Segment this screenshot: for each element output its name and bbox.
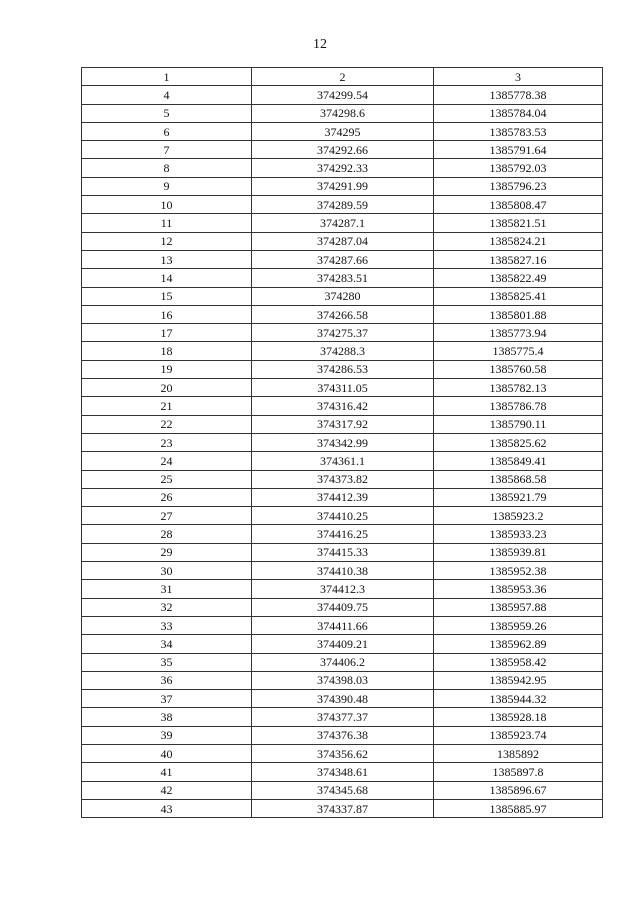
x-coordinate-cell: 374286.53 — [252, 360, 434, 378]
y-coordinate-cell: 1385923.74 — [434, 726, 603, 744]
x-coordinate-cell: 374289.59 — [252, 196, 434, 214]
table-row — [82, 562, 603, 580]
point-number-cell: 15 — [82, 287, 252, 305]
table-row — [82, 598, 603, 616]
y-coordinate-cell: 1385786.78 — [434, 397, 603, 415]
point-number-cell: 43 — [82, 799, 252, 817]
y-coordinate-cell: 1385959.26 — [434, 616, 603, 634]
table-row — [82, 452, 603, 470]
table-row — [82, 708, 603, 726]
x-coordinate-cell: 374361.1 — [252, 452, 434, 470]
point-number-cell: 14 — [82, 269, 252, 287]
header-cell-1: 1 — [82, 68, 252, 86]
y-coordinate-cell: 1385760.58 — [434, 360, 603, 378]
y-coordinate-cell: 1385783.53 — [434, 122, 603, 140]
point-number-cell: 36 — [82, 671, 252, 689]
x-coordinate-cell: 374266.58 — [252, 305, 434, 323]
x-coordinate-cell: 374299.54 — [252, 86, 434, 104]
y-coordinate-cell: 1385801.88 — [434, 305, 603, 323]
point-number-cell: 12 — [82, 232, 252, 250]
y-coordinate-cell: 1385849.41 — [434, 452, 603, 470]
table-row — [82, 397, 603, 415]
table-row — [82, 433, 603, 451]
point-number-cell: 5 — [82, 104, 252, 122]
x-coordinate-cell: 374292.33 — [252, 159, 434, 177]
point-number-cell: 7 — [82, 141, 252, 159]
table-row — [82, 287, 603, 305]
point-number-cell: 8 — [82, 159, 252, 177]
point-number-cell: 24 — [82, 452, 252, 470]
x-coordinate-cell: 374292.66 — [252, 141, 434, 159]
header-cell-3: 3 — [434, 68, 603, 86]
x-coordinate-cell: 374356.62 — [252, 744, 434, 762]
x-coordinate-cell: 374348.61 — [252, 763, 434, 781]
table-row — [82, 104, 603, 122]
y-coordinate-cell: 1385921.79 — [434, 488, 603, 506]
table-row — [82, 141, 603, 159]
point-number-cell: 31 — [82, 580, 252, 598]
table-row — [82, 744, 603, 762]
x-coordinate-cell: 374316.42 — [252, 397, 434, 415]
point-number-cell: 38 — [82, 708, 252, 726]
y-coordinate-cell: 1385868.58 — [434, 470, 603, 488]
x-coordinate-cell: 374291.99 — [252, 177, 434, 195]
point-number-cell: 21 — [82, 397, 252, 415]
x-coordinate-cell: 374275.37 — [252, 324, 434, 342]
x-coordinate-cell: 374287.66 — [252, 250, 434, 268]
table-row — [82, 653, 603, 671]
y-coordinate-cell: 1385827.16 — [434, 250, 603, 268]
point-number-cell: 19 — [82, 360, 252, 378]
point-number-cell: 32 — [82, 598, 252, 616]
x-coordinate-cell: 374345.68 — [252, 781, 434, 799]
x-coordinate-cell: 374415.33 — [252, 543, 434, 561]
table-row — [82, 360, 603, 378]
x-coordinate-cell: 374342.99 — [252, 433, 434, 451]
point-number-cell: 4 — [82, 86, 252, 104]
y-coordinate-cell: 1385792.03 — [434, 159, 603, 177]
table-row — [82, 177, 603, 195]
y-coordinate-cell: 1385923.2 — [434, 507, 603, 525]
table-row — [82, 690, 603, 708]
table-body — [82, 86, 603, 818]
table-row — [82, 342, 603, 360]
x-coordinate-cell: 374412.3 — [252, 580, 434, 598]
point-number-cell: 33 — [82, 616, 252, 634]
point-number-cell: 27 — [82, 507, 252, 525]
y-coordinate-cell: 1385825.62 — [434, 433, 603, 451]
x-coordinate-cell: 374390.48 — [252, 690, 434, 708]
y-coordinate-cell: 1385824.21 — [434, 232, 603, 250]
y-coordinate-cell: 1385773.94 — [434, 324, 603, 342]
y-coordinate-cell: 1385962.89 — [434, 635, 603, 653]
y-coordinate-cell: 1385952.38 — [434, 562, 603, 580]
point-number-cell: 9 — [82, 177, 252, 195]
point-number-cell: 30 — [82, 562, 252, 580]
y-coordinate-cell: 1385822.49 — [434, 269, 603, 287]
x-coordinate-cell: 374412.39 — [252, 488, 434, 506]
x-coordinate-cell: 374373.82 — [252, 470, 434, 488]
point-number-cell: 13 — [82, 250, 252, 268]
table-row — [82, 525, 603, 543]
table-row — [82, 671, 603, 689]
point-number-cell: 41 — [82, 763, 252, 781]
y-coordinate-cell: 1385942.95 — [434, 671, 603, 689]
x-coordinate-cell: 374317.92 — [252, 415, 434, 433]
point-number-cell: 37 — [82, 690, 252, 708]
point-number-cell: 26 — [82, 488, 252, 506]
point-number-cell: 35 — [82, 653, 252, 671]
x-coordinate-cell: 374398.03 — [252, 671, 434, 689]
y-coordinate-cell: 1385775.4 — [434, 342, 603, 360]
table-row — [82, 799, 603, 817]
y-coordinate-cell: 1385928.18 — [434, 708, 603, 726]
y-coordinate-cell: 1385796.23 — [434, 177, 603, 195]
table-row — [82, 470, 603, 488]
x-coordinate-cell: 374298.6 — [252, 104, 434, 122]
y-coordinate-cell: 1385953.36 — [434, 580, 603, 598]
table-row — [82, 324, 603, 342]
table-row — [82, 543, 603, 561]
point-number-cell: 34 — [82, 635, 252, 653]
y-coordinate-cell: 1385897.8 — [434, 763, 603, 781]
header-cell-2: 2 — [252, 68, 434, 86]
table-row — [82, 196, 603, 214]
y-coordinate-cell: 1385933.23 — [434, 525, 603, 543]
point-number-cell: 6 — [82, 122, 252, 140]
table-row — [82, 269, 603, 287]
table-row — [82, 122, 603, 140]
y-coordinate-cell: 1385825.41 — [434, 287, 603, 305]
point-number-cell: 25 — [82, 470, 252, 488]
x-coordinate-cell: 374311.05 — [252, 379, 434, 397]
x-coordinate-cell: 374287.04 — [252, 232, 434, 250]
table-row — [82, 507, 603, 525]
y-coordinate-cell: 1385885.97 — [434, 799, 603, 817]
header-row — [82, 68, 603, 86]
x-coordinate-cell: 374337.87 — [252, 799, 434, 817]
point-number-cell: 40 — [82, 744, 252, 762]
x-coordinate-cell: 374411.66 — [252, 616, 434, 634]
table-header — [82, 68, 603, 86]
table-row — [82, 635, 603, 653]
table-row — [82, 159, 603, 177]
y-coordinate-cell: 1385791.64 — [434, 141, 603, 159]
point-number-cell: 10 — [82, 196, 252, 214]
x-coordinate-cell: 374287.1 — [252, 214, 434, 232]
point-number-cell: 11 — [82, 214, 252, 232]
point-number-cell: 22 — [82, 415, 252, 433]
y-coordinate-cell: 1385957.88 — [434, 598, 603, 616]
x-coordinate-cell: 374410.38 — [252, 562, 434, 580]
point-number-cell: 18 — [82, 342, 252, 360]
table-row — [82, 763, 603, 781]
point-number-cell: 16 — [82, 305, 252, 323]
x-coordinate-cell: 374288.3 — [252, 342, 434, 360]
page-number: 12 — [313, 37, 327, 52]
table-row — [82, 250, 603, 268]
table-row — [82, 616, 603, 634]
table-row — [82, 232, 603, 250]
x-coordinate-cell: 374295 — [252, 122, 434, 140]
table-row — [82, 86, 603, 104]
table-row — [82, 305, 603, 323]
point-number-cell: 17 — [82, 324, 252, 342]
point-number-cell: 39 — [82, 726, 252, 744]
table-row — [82, 781, 603, 799]
table-row — [82, 379, 603, 397]
x-coordinate-cell: 374409.75 — [252, 598, 434, 616]
table-row — [82, 415, 603, 433]
y-coordinate-cell: 1385892 — [434, 744, 603, 762]
x-coordinate-cell: 374410.25 — [252, 507, 434, 525]
table-row — [82, 214, 603, 232]
x-coordinate-cell: 374283.51 — [252, 269, 434, 287]
x-coordinate-cell: 374376.38 — [252, 726, 434, 744]
x-coordinate-cell: 374406.2 — [252, 653, 434, 671]
x-coordinate-cell: 374416.25 — [252, 525, 434, 543]
table-row — [82, 726, 603, 744]
y-coordinate-cell: 1385782.13 — [434, 379, 603, 397]
table-row — [82, 488, 603, 506]
point-number-cell: 42 — [82, 781, 252, 799]
x-coordinate-cell: 374377.37 — [252, 708, 434, 726]
x-coordinate-cell: 374409.21 — [252, 635, 434, 653]
point-number-cell: 28 — [82, 525, 252, 543]
y-coordinate-cell: 1385808.47 — [434, 196, 603, 214]
x-coordinate-cell: 374280 — [252, 287, 434, 305]
y-coordinate-cell: 1385784.04 — [434, 104, 603, 122]
table-row — [82, 580, 603, 598]
y-coordinate-cell: 1385896.67 — [434, 781, 603, 799]
y-coordinate-cell: 1385958.42 — [434, 653, 603, 671]
y-coordinate-cell: 1385778.38 — [434, 86, 603, 104]
y-coordinate-cell: 1385821.51 — [434, 214, 603, 232]
y-coordinate-cell: 1385944.32 — [434, 690, 603, 708]
point-number-cell: 29 — [82, 543, 252, 561]
point-number-cell: 23 — [82, 433, 252, 451]
y-coordinate-cell: 1385939.81 — [434, 543, 603, 561]
coordinates-table — [81, 67, 603, 818]
y-coordinate-cell: 1385790.11 — [434, 415, 603, 433]
point-number-cell: 20 — [82, 379, 252, 397]
